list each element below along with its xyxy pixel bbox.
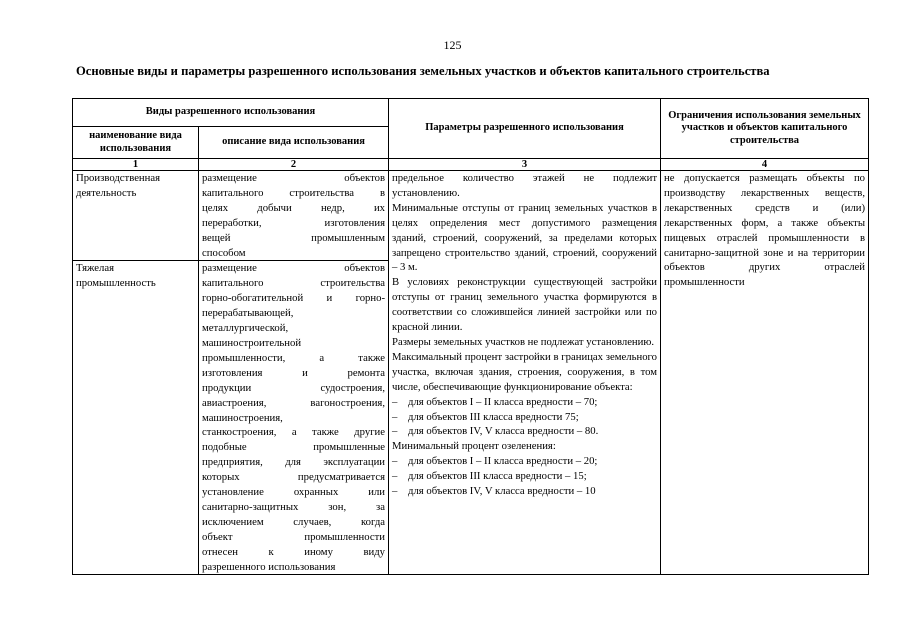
params-paragraph: В условиях реконструкции существующей застройки отступы от границ земельного участка формируются в соответствии со сложившейся линией застройки или по красной линии. bbox=[392, 276, 658, 334]
restrictions-text: не допускается размещать объекты по производству лекарственных веществ, лекарственных средств и (или) лекарственных форм, а также объекты пищевых отраслей промышленности в санитарно-защитной зоне и на территории объектов других отраслей промышленности bbox=[664, 172, 866, 289]
row-name: Тяжелая промышленность bbox=[76, 262, 156, 290]
params-paragraph: Минимальные отступы от границ земельных участков в целях определения мест допустимого размещения зданий, строений, сооружений, за пределами которых запрещено строительство зданий, строений, сооружений – 3 м. bbox=[392, 201, 658, 274]
list-item-text: для объектов IV, V класса вредности – 10 bbox=[408, 485, 596, 498]
row-description-cell bbox=[199, 171, 389, 261]
row-name: Производственная деятельность bbox=[76, 172, 161, 199]
header-description-cell: описание вида использования bbox=[199, 127, 389, 159]
header-group-cell: Виды разрешенного использования bbox=[73, 99, 389, 127]
column-number-1: 1 bbox=[73, 159, 199, 171]
desc-line: капитального строительства bbox=[202, 277, 386, 290]
desc-line: промышленности, а также bbox=[202, 351, 386, 364]
desc-line: капитального строительства в bbox=[202, 186, 386, 199]
list-item-text: для объектов IV, V класса вредности – 80. bbox=[408, 425, 599, 438]
list-item bbox=[392, 454, 657, 469]
row-description-cell bbox=[199, 261, 389, 575]
list-item-text: для объектов III класса вредности – 15; bbox=[408, 470, 587, 483]
list-item bbox=[392, 469, 657, 484]
desc-line: горно-обогатительной и горно- bbox=[202, 292, 386, 305]
column-number-4: 4 bbox=[661, 159, 869, 171]
list-item bbox=[392, 484, 657, 499]
desc-line: объект промышленности bbox=[202, 530, 386, 543]
restrictions-cell bbox=[661, 171, 869, 575]
column-number-2: 2 bbox=[199, 159, 389, 171]
desc-line: продукции судостроения, bbox=[202, 381, 386, 394]
params-paragraph: Размеры земельных участков не подлежат установлению. bbox=[392, 335, 655, 348]
desc-line: переработки, изготовления bbox=[202, 216, 386, 229]
header-restrictions-cell: Ограничения использования земельных участков и объектов капитального строительства bbox=[661, 99, 869, 159]
desc-line: разрешенного использования bbox=[202, 560, 336, 573]
list-item-text: для объектов I – II класса вредности – 70; bbox=[408, 395, 598, 408]
dash-marker: – bbox=[392, 470, 398, 483]
desc-line: размещение объектов bbox=[202, 172, 386, 184]
dash-marker: – bbox=[392, 485, 398, 498]
page-number: 125 bbox=[443, 38, 462, 52]
header-params-cell: Параметры разрешенного использования bbox=[389, 99, 661, 159]
dash-marker: – bbox=[392, 425, 398, 438]
list-item bbox=[392, 395, 657, 410]
dash-marker: – bbox=[392, 395, 398, 408]
desc-line: подобные промышленные bbox=[202, 441, 386, 454]
desc-line: предприятия, для эксплуатации bbox=[202, 456, 386, 469]
params-paragraph: Максимальный процент застройки в границах земельного участка, включая здания, строения, сооружения, в том числе, обеспечивающие функционирование объекта: bbox=[392, 350, 658, 393]
document-title: Основные виды и параметры разрешенного использования земельных участков и объектов капитального строительства bbox=[76, 64, 770, 78]
parameters-table bbox=[72, 98, 869, 575]
dash-marker: – bbox=[392, 410, 398, 423]
column-number-3: 3 bbox=[389, 159, 661, 171]
desc-line: целях добычи недр, их bbox=[202, 201, 386, 214]
desc-line: станкостроения, а также другие bbox=[202, 426, 386, 439]
list-item bbox=[392, 410, 657, 425]
desc-line: авиастроения, вагоностроения, bbox=[202, 396, 386, 409]
desc-line: отнесен к иному виду bbox=[202, 545, 386, 558]
desc-line: машиностроения, bbox=[202, 411, 283, 424]
desc-line: исключением случаев, когда bbox=[202, 515, 386, 528]
list-item-text: для объектов III класса вредности 75; bbox=[408, 410, 579, 423]
params-cell bbox=[389, 171, 661, 575]
list-item-text: для объектов I – II класса вредности – 20; bbox=[408, 455, 598, 468]
desc-line: размещение объектов bbox=[202, 262, 386, 275]
desc-line: перерабатывающей, металлургической, машиностроительной bbox=[202, 307, 302, 349]
desc-line: способом bbox=[202, 246, 246, 259]
desc-line: установление охранных или bbox=[202, 486, 386, 499]
table-row bbox=[73, 171, 869, 261]
desc-line: санитарно-защитных зон, за bbox=[202, 500, 386, 513]
desc-line: которых предусматривается bbox=[202, 471, 386, 484]
header-name-cell: наименование вида использования bbox=[73, 127, 199, 159]
dash-marker: – bbox=[392, 455, 398, 468]
desc-line: изготовления и ремонта bbox=[202, 366, 386, 379]
row-name-cell bbox=[73, 261, 199, 575]
desc-line: вещей промышленным bbox=[202, 231, 386, 244]
row-name-cell bbox=[73, 171, 199, 261]
params-paragraph: Минимальный процент озеленения: bbox=[392, 440, 556, 453]
params-paragraph: предельное количество этажей не подлежит установлению. bbox=[392, 172, 658, 199]
list-item bbox=[392, 424, 657, 439]
